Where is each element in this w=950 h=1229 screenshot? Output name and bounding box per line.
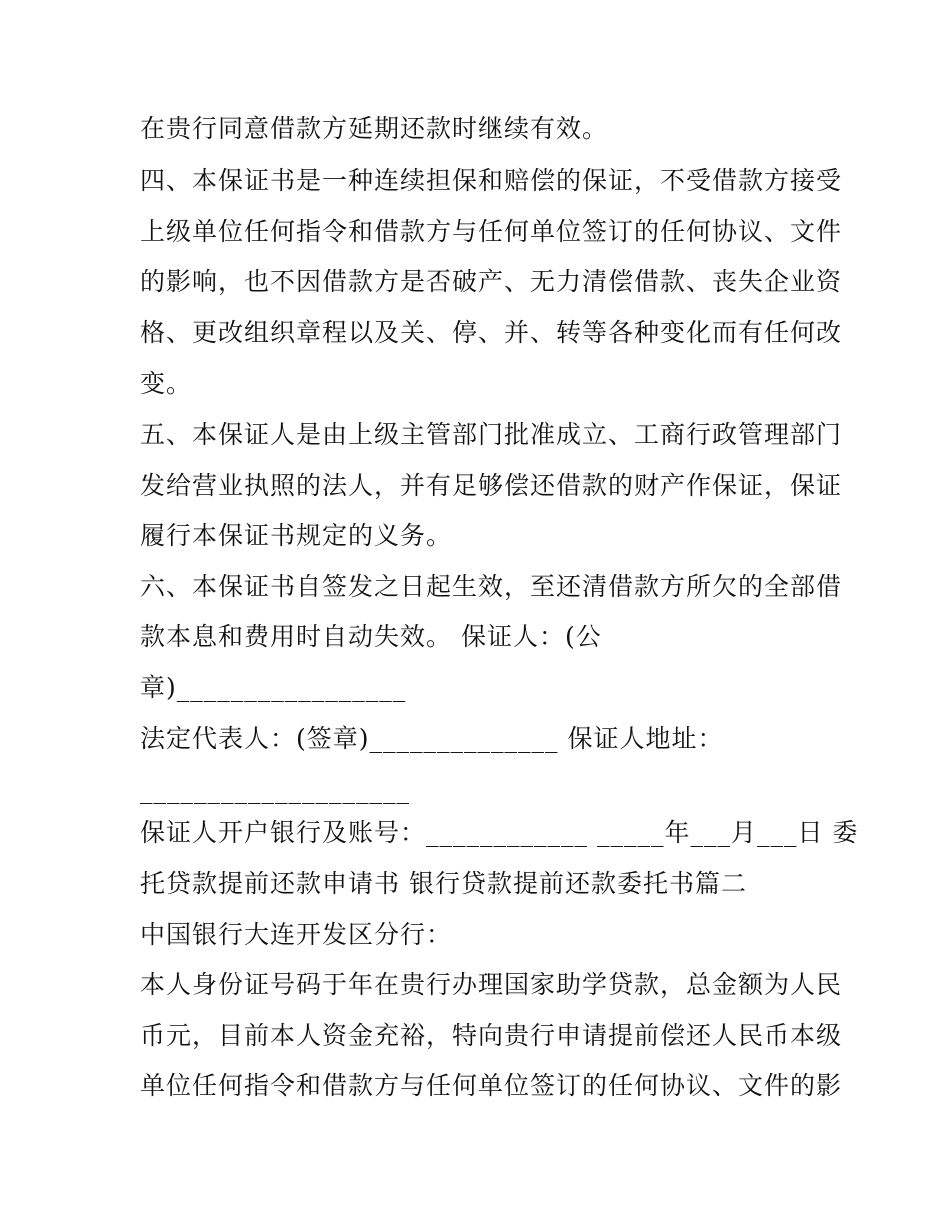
text-line: 章)_________________	[140, 673, 407, 702]
text-line: 上级单位任何指令和借款方与任何单位签订的任何协议、文件	[140, 217, 843, 246]
text-line: 四、本保证书是一种连续担保和赔偿的保证，不受借款方接受	[140, 166, 843, 195]
text-line: 发给营业执照的法人，并有足够偿还借款的财产作保证，保证	[140, 471, 843, 500]
text-line: 六、本保证书自签发之日起生效，至还清借款方所欠的全部借	[140, 572, 843, 601]
text-line: 的影响，也不因借款方是否破产、无力清偿借款、丧失企业资	[140, 267, 843, 296]
text-line: 保证人开户银行及账号：____________ _____年___月___日 委	[140, 818, 859, 847]
text-line: 法定代表人：(签章)______________ 保证人地址：	[140, 724, 724, 753]
text-line: 变。	[140, 369, 193, 398]
text-line: 托贷款提前还款申请书 银行贷款提前还款委托书篇二	[140, 869, 747, 898]
text-line: 单位任何指令和借款方与任何单位签订的任何协议、文件的影	[140, 1071, 843, 1100]
text-line: ____________________	[140, 775, 410, 804]
text-line: 在贵行同意借款方延期还款时继续有效。	[140, 114, 609, 143]
text-line: 格、更改组织章程以及关、停、并、转等各种变化而有任何改	[140, 318, 843, 347]
text-line: 中国银行大连开发区分行：	[140, 920, 453, 949]
text-line: 币元，目前本人资金充裕，特向贵行申请提前偿还人民币本级	[140, 1021, 843, 1050]
text-line: 款本息和费用时自动失效。 保证人：(公	[140, 622, 602, 651]
text-line: 本人身份证号码于年在贵行办理国家助学贷款，总金额为人民	[140, 970, 843, 999]
text-line: 五、本保证人是由上级主管部门批准成立、工商行政管理部门	[140, 420, 843, 449]
text-line: 履行本保证书规定的义务。	[140, 521, 453, 550]
